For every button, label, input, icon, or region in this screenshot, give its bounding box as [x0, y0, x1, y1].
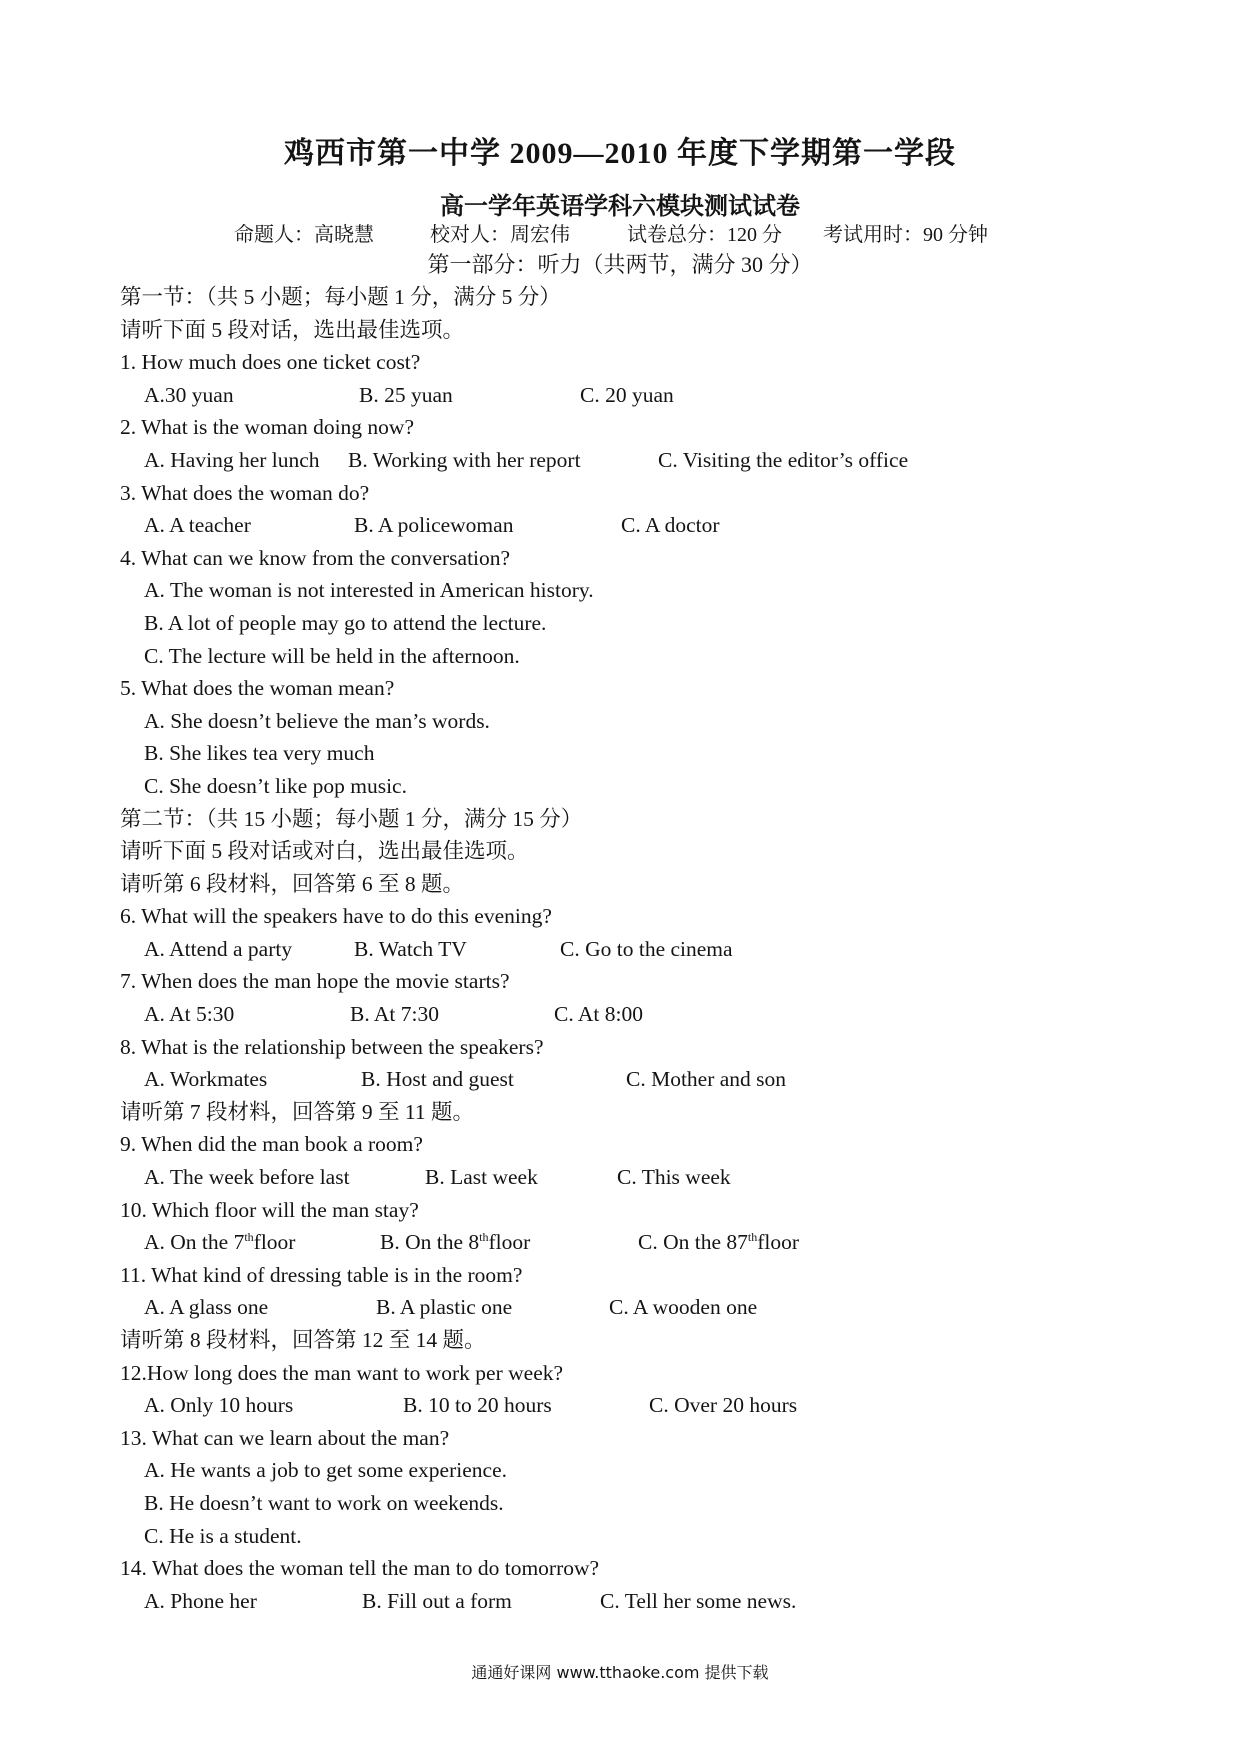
question-10-options — [120, 1226, 1140, 1259]
question-9: 9. When did the man book a room? — [120, 1132, 423, 1157]
option-c: C. 20 yuan — [580, 382, 674, 407]
option-b: B. Last week — [425, 1165, 538, 1190]
question-5: 5. What does the woman mean? — [120, 676, 395, 701]
option-a: A. She doesn’t believe the man’s words. — [144, 708, 490, 733]
option-a: A. Attend a party — [144, 936, 293, 961]
option-a: A. On the 7thfloor — [144, 1230, 296, 1255]
section1-heading: 第一节：（共 5 小题；每小题 1 分，满分 5 分） — [120, 285, 561, 309]
question-7: 7. When does the man hope the movie starts? — [120, 969, 510, 994]
option-b: B. 25 yuan — [359, 382, 453, 407]
question-3-options — [120, 509, 1140, 542]
question-2: 2. What is the woman doing now? — [120, 415, 414, 440]
option-a: A. Only 10 hours — [144, 1393, 294, 1418]
part-heading: 第一部分：听力（共两节，满分 30 分） — [427, 252, 813, 277]
exam-subtitle: 高一学年英语学科六模块测试试卷 — [440, 194, 800, 220]
option-c: C. A wooden one — [609, 1295, 758, 1320]
option-a: A. At 5:30 — [144, 1002, 235, 1027]
material-8-instruction: 请听第 8 段材料，回答第 12 至 14 题。 — [120, 1328, 486, 1352]
exam-meta — [234, 218, 1034, 247]
option-c: C. At 8:00 — [554, 1002, 644, 1027]
option-a: A. Phone her — [144, 1588, 257, 1613]
option-b: B. 10 to 20 hours — [403, 1393, 552, 1418]
option-b: B. Watch TV — [354, 936, 467, 961]
option-b: B. A plastic one — [376, 1295, 513, 1320]
question-1: 1. How much does one ticket cost? — [120, 350, 421, 375]
material-7-instruction: 请听第 7 段材料，回答第 9 至 11 题。 — [120, 1099, 474, 1124]
option-a: A. The week before last — [144, 1165, 350, 1190]
option-a: A. Having her lunch — [144, 447, 320, 472]
option-c: C. Tell her some news. — [600, 1588, 797, 1613]
section2-instruction: 请听下面 5 段对话或对白，选出最佳选项。 — [120, 839, 529, 864]
question-13: 13. What can we learn about the man? — [120, 1425, 450, 1450]
question-7-options — [120, 998, 1140, 1031]
question-4: 4. What can we know from the conversation? — [120, 545, 511, 570]
question-12: 12.How long does the man want to work per week? — [120, 1360, 564, 1385]
option-c: C. Mother and son — [626, 1067, 787, 1092]
option-b: B. On the 8thfloor — [380, 1230, 531, 1255]
question-3: 3. What does the woman do? — [120, 480, 370, 505]
question-9-options — [120, 1161, 1140, 1194]
question-1-options — [120, 379, 1140, 412]
checker-label: 校对人：周宏伟 — [430, 224, 570, 246]
option-c: C. This week — [617, 1165, 731, 1190]
option-c: C. The lecture will be held in the afternoon. — [144, 643, 520, 668]
option-b: B. At 7:30 — [350, 1002, 440, 1027]
question-14: 14. What does the woman tell the man to do tomorrow? — [120, 1556, 600, 1581]
option-c: C. Over 20 hours — [649, 1393, 798, 1418]
option-a: A. A teacher — [144, 513, 251, 538]
option-b: B. A lot of people may go to attend the lecture. — [144, 610, 547, 635]
time-label: 考试用时：90 分钟 — [823, 224, 988, 246]
footer-credit: 通通好课网 www.tthaoke.com 提供下载 — [471, 1663, 769, 1682]
option-a: A. He wants a job to get some experience. — [144, 1458, 507, 1483]
exam-title: 鸡西市第一中学 2009—2010 年度下学期第一学段 — [284, 137, 956, 170]
option-c: C. He is a student. — [144, 1523, 302, 1548]
option-b: B. He doesn’t want to work on weekends. — [144, 1490, 504, 1515]
question-8-options — [120, 1063, 1140, 1096]
option-b: B. Fill out a form — [362, 1588, 512, 1613]
question-8: 8. What is the relationship between the speakers? — [120, 1034, 544, 1059]
option-c: C. Visiting the editor’s office — [658, 447, 909, 472]
total-score-label: 试卷总分：120 分 — [627, 224, 782, 246]
question-6: 6. What will the speakers have to do this evening? — [120, 904, 552, 929]
section2-heading: 第二节：（共 15 小题；每小题 1 分，满分 15 分） — [120, 806, 583, 831]
option-c: C. On the 87thfloor — [638, 1230, 800, 1255]
question-11-options — [120, 1291, 1140, 1324]
option-b: B. A policewoman — [354, 513, 514, 538]
option-c: C. Go to the cinema — [560, 936, 733, 961]
option-b: B. Working with her report — [348, 447, 581, 472]
setter-label: 命题人：高晓慧 — [234, 224, 374, 246]
option-a: A. Workmates — [144, 1067, 268, 1092]
question-12-options — [120, 1389, 1140, 1422]
question-2-options — [120, 444, 1140, 477]
option-a: A. A glass one — [144, 1295, 269, 1320]
question-10: 10. Which floor will the man stay? — [120, 1197, 419, 1222]
option-a: A. The woman is not interested in American history. — [144, 578, 594, 603]
option-c: C. She doesn’t like pop music. — [144, 773, 407, 798]
section1-instruction: 请听下面 5 段对话，选出最佳选项。 — [120, 317, 465, 342]
question-6-options — [120, 933, 1140, 966]
questions-body — [120, 281, 1140, 1617]
question-14-options — [120, 1585, 1140, 1618]
option-b: B. Host and guest — [361, 1067, 514, 1092]
material-6-instruction: 请听第 6 段材料，回答第 6 至 8 题。 — [120, 871, 465, 896]
question-11: 11. What kind of dressing table is in the room? — [120, 1262, 523, 1287]
option-a: A.30 yuan — [144, 382, 234, 407]
option-c: C. A doctor — [621, 513, 720, 538]
option-b: B. She likes tea very much — [144, 741, 375, 766]
